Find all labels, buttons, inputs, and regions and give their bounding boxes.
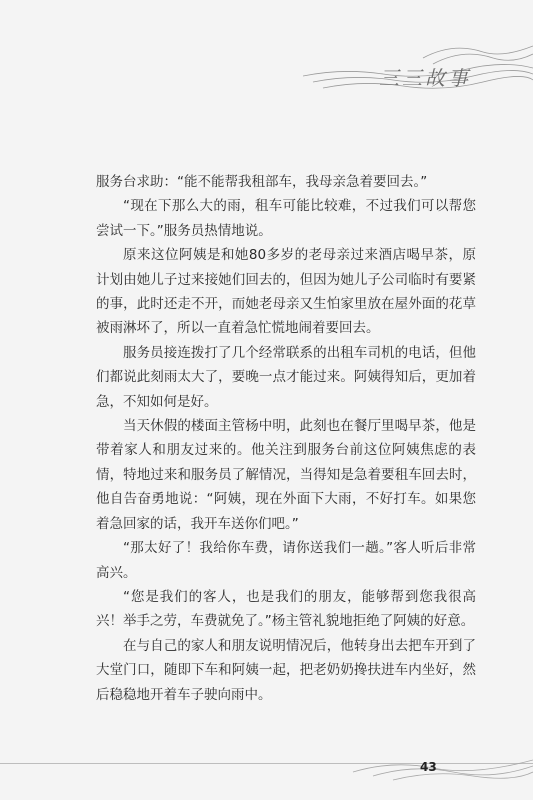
header-title: 三三故事 bbox=[379, 66, 471, 90]
paragraph: 原来这位阿姨是和她80多岁的老母亲过来酒店喝早茶，原计划由她儿子过来接她们回去的，但因为她儿子公司临时有要紧的事，此时还走不开，而她老母亲又生怕家里放在屋外面的花草被雨淋坏了，所以一直着急忙慌地闹着要回去。 bbox=[96, 247, 476, 337]
body-text bbox=[96, 170, 476, 707]
paragraph: 当天休假的楼面主管杨中明，此刻也在餐厅里喝早茶，他是带着家人和朋友过来的。他关注到服务台前这位阿姨焦虑的表情，特地过来和服务员了解情况，当得知是急着要租车回去时，他自告奋勇地说：“阿姨，现在外面下大雨，不好打车。如果您着急回家的话，我开车送你们吧。” bbox=[96, 418, 476, 532]
paragraph: 服务台求助：“能不能帮我租部车，我母亲急着要回去。” bbox=[96, 174, 428, 190]
paragraph: 在与自己的家人和朋友说明情况后，他转身出去把车开到了大堂门口，随即下车和阿姨一起，把老奶奶搀扶进车内坐好，然后稳稳地开着车子驶向雨中。 bbox=[96, 637, 476, 703]
footer-wave-icon bbox=[293, 742, 533, 782]
paragraph: 服务员接连拨打了几个经常联系的出租车司机的电话，但他们都说此刻雨太大了，要晚一点才能过来。阿姨得知后，更加着急，不知如何是好。 bbox=[96, 344, 476, 410]
page-number: 43 bbox=[420, 760, 437, 774]
paragraph: “您是我们的客人，也是我们的朋友，能够帮到您我很高兴！举手之劳，车费就免了。”杨主管礼貌地拒绝了阿姨的好意。 bbox=[96, 588, 476, 630]
paragraph: “那太好了！我给你车费，请你送我们一趟。”客人听后非常高兴。 bbox=[96, 540, 476, 581]
paragraph: “现在下那么大的雨，租车可能比较难，不过我们可以帮您尝试一下。”服务员热情地说。 bbox=[96, 198, 476, 239]
